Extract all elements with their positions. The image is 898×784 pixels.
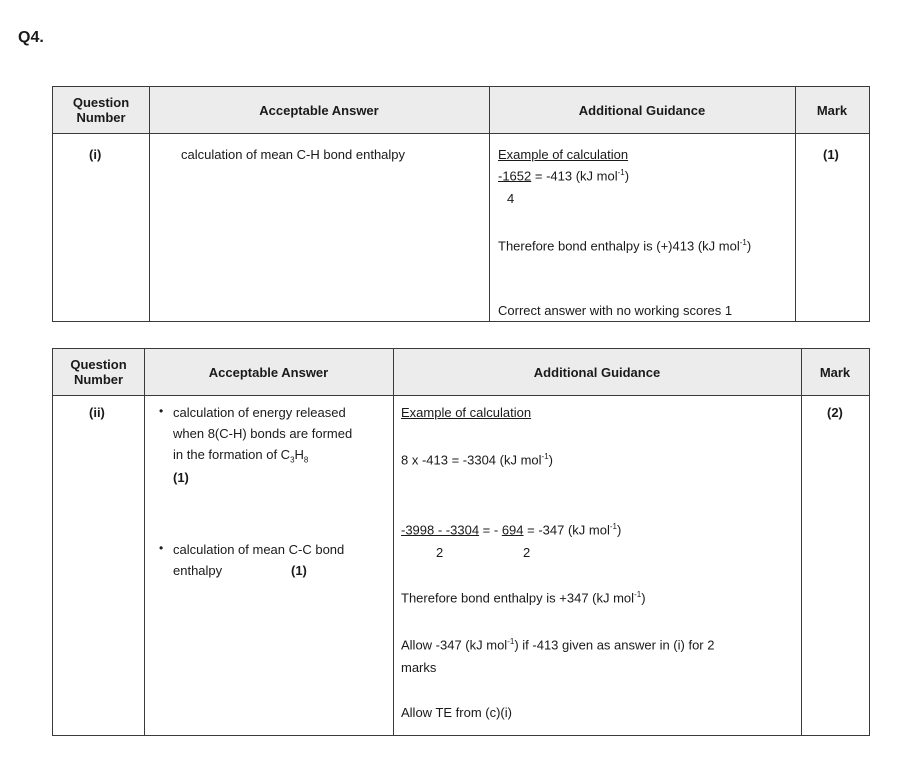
mark-value-i: (1) — [823, 147, 839, 162]
fraction-1-denominator: 2 — [436, 545, 444, 560]
answer-1-line-2: when 8(C-H) bonds are formed — [173, 426, 353, 441]
mark-value-ii: (2) — [827, 405, 843, 420]
header-additional-guidance: Additional Guidance — [393, 349, 801, 395]
guidance-correct-answer: Correct answer with no working scores 1 — [498, 303, 733, 318]
question-label: Q4. — [18, 29, 44, 46]
header-additional-guidance: Additional Guidance — [489, 87, 795, 133]
fraction-numerator: -1652 — [498, 168, 532, 184]
acceptable-answer-i: calculation of mean C-H bond enthalpy — [181, 147, 406, 162]
bullet-icon: • — [159, 404, 164, 418]
question-number-ii: (ii) — [89, 405, 105, 420]
guidance-example-heading: Example of calculation — [498, 147, 629, 162]
bullet-icon: • — [159, 541, 164, 555]
fraction-2-numerator: 694 — [501, 522, 524, 538]
fraction-2-denominator: 2 — [523, 545, 531, 560]
header-question-number: Question Number — [53, 349, 144, 395]
fraction-denominator: 4 — [507, 191, 515, 206]
guidance-allow-line-2: marks — [401, 660, 437, 675]
answer-2-mark: (1) — [291, 563, 307, 578]
header-acceptable-answer: Acceptable Answer — [144, 349, 393, 395]
mark-scheme-table-i — [52, 86, 870, 322]
question-number-i: (i) — [89, 147, 102, 162]
header-question-number: Question Number — [53, 87, 149, 133]
header-acceptable-answer: Acceptable Answer — [149, 87, 489, 133]
guidance-therefore: Therefore bond enthalpy is (+)413 (kJ mol$^{-1}$) — [498, 238, 752, 254]
answer-1-line-3: in the formation of $C_3H_8$ — [173, 447, 309, 465]
guidance-fraction-line: -1652 = -413 (kJ mol$^{-1}$) — [498, 168, 630, 184]
answer-1-line-1: calculation of energy released — [173, 405, 346, 420]
fraction-1-numerator: -3998 - -3304 — [401, 522, 480, 538]
guidance-example-heading: Example of calculation — [401, 405, 532, 420]
answer-2-line-1: calculation of mean C-C bond — [173, 542, 345, 557]
mark-scheme-table-ii — [52, 348, 870, 736]
answer-2-line-2: enthalpy — [173, 563, 223, 578]
guidance-fraction-line: -3998 - -3304 = - 694 = -347 (kJ mol$^{-1}$) — [401, 522, 622, 538]
guidance-therefore: Therefore bond enthalpy is +347 (kJ mol$^{-1}$) — [401, 590, 646, 606]
guidance-step-1: 8 x -413 = -3304 (kJ mol$^{-1}$) — [401, 452, 554, 468]
guidance-allow-te: Allow TE from (c)(i) — [401, 705, 512, 720]
answer-1-mark: (1) — [173, 470, 189, 485]
header-mark: Mark — [795, 87, 869, 133]
guidance-allow-line-1: Allow -347 (kJ mol$^{-1}$) if -413 given as answer in (i) for 2 — [401, 637, 715, 653]
header-mark: Mark — [801, 349, 869, 395]
fraction-result: = -413 (kJ mol — [531, 168, 618, 184]
